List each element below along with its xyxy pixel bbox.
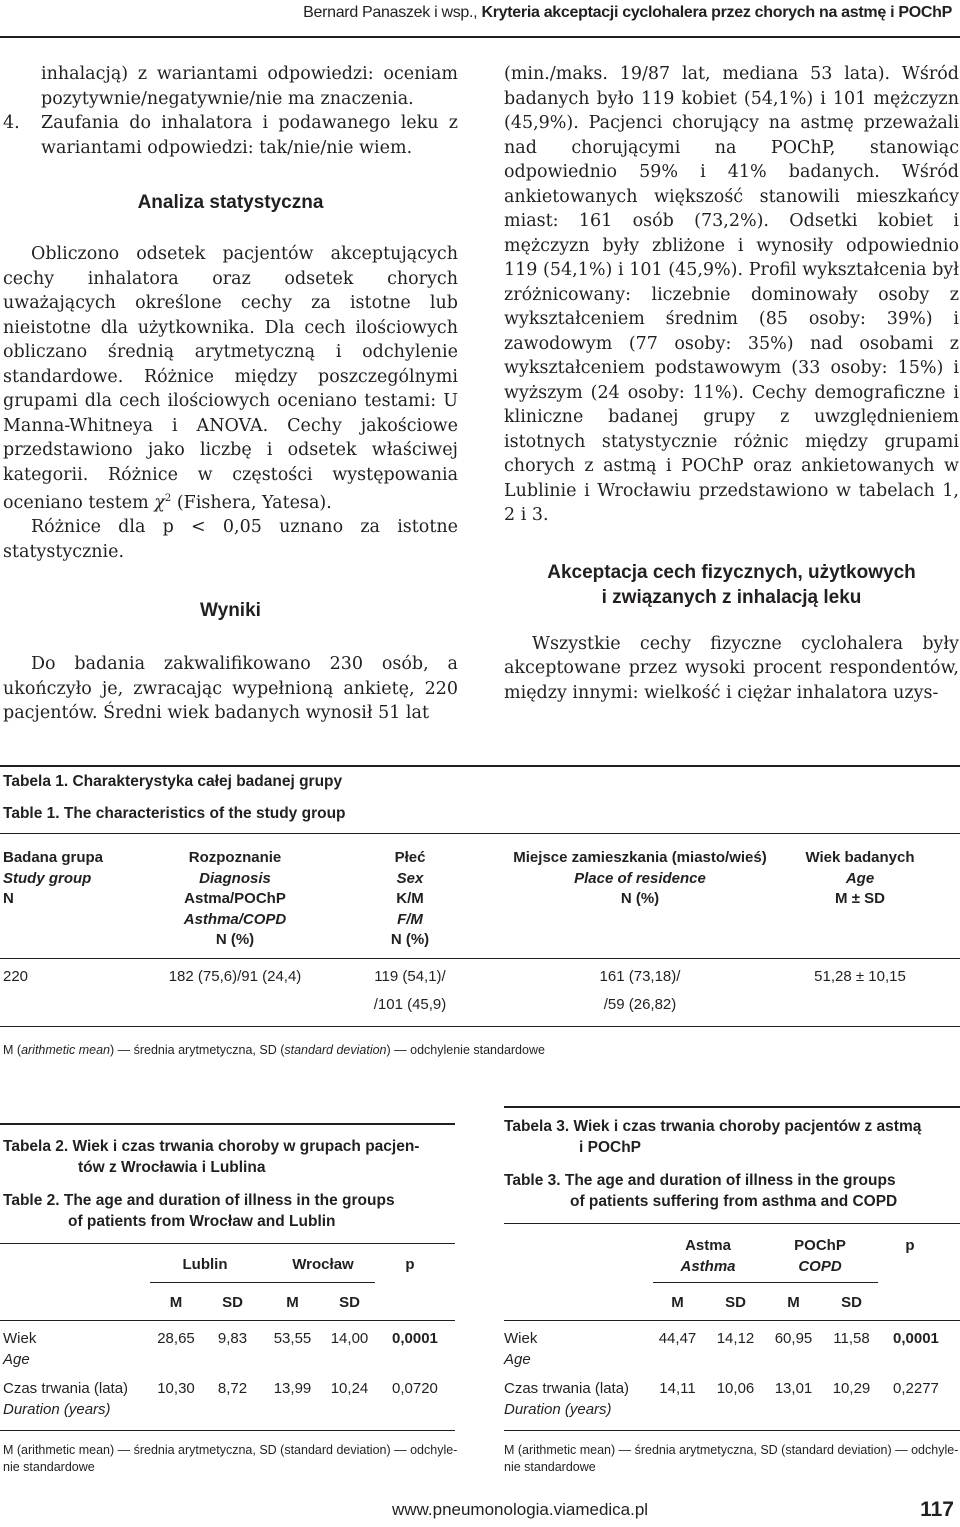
t1-note-m-rest: ) — średnia arytmetyczna, SD ( [110,1043,285,1057]
t2-sub-m1: M [169,1294,183,1311]
t1-cell-sex-1: 119 (54,1)/ [374,968,446,985]
table1-header-rule [0,833,960,834]
t2-dur-m1: 10,30 [157,1380,195,1397]
t2-note-1: M (arithmetic mean) — średnia arytmetyczna, SD (standard deviation) — odchyle- [3,1443,458,1457]
t3-caption-pl-1: Tabela 3. Wiek i czas trwania choroby pacjentów z astmą [504,1118,922,1135]
t3-group-copd [765,1236,875,1277]
t1-col-residence [500,848,780,910]
t1-col-group-en: Study group [3,869,92,887]
t3-dur-sd2: 10,29 [832,1380,871,1397]
table3-caption-en [504,1170,960,1212]
t1-col-residence-en: Place of residence [574,869,706,887]
table2-header-rule [0,1243,455,1244]
header-authors: Bernard Panaszek i wsp., [303,4,478,21]
table1-top-rule [0,765,960,767]
t1-col-diagnosis-unit: N (%) [215,931,255,948]
t3-dur-sd1: 10,06 [716,1380,755,1397]
t1-col-group-n: N [3,890,14,907]
t1-note-m-en: arithmetic mean [21,1043,110,1057]
t2-sub-m2: M [286,1294,299,1311]
t1-col-sex-unit: N (%) [390,931,430,948]
t1-col-residence-unit: N (%) [620,890,660,907]
t2-dur-m2: 13,99 [273,1380,312,1397]
t3-row-age-label [504,1328,537,1370]
t3-group-copd-en: COPD [798,1257,842,1275]
t2-footnote [3,1442,458,1476]
t2-caption-en-1: Table 2. The age and duration of illness in the groups [3,1192,395,1209]
t3-group-p: p [905,1237,915,1254]
t1-col-diagnosis-code-en: Asthma/COPD [183,910,287,928]
list-item-4 [3,111,458,160]
list-continuation: inhalacją) z wariantami odpowiedzi: oceniam pozytywnie/negatywnie/nie ma znaczenia. [41,64,458,109]
t1-col-diagnosis-code: Astma/POChP [184,890,286,907]
t3-dur-m1: 14,11 [659,1380,696,1397]
t1-footnote [3,1042,545,1059]
t2-dur-sd2: 10,24 [330,1380,369,1397]
table2-caption-en [3,1190,458,1232]
t2-row-duration-en: Duration (years) [3,1401,111,1418]
t3-row-duration-en: Duration (years) [504,1401,612,1418]
table3-caption-pl [504,1116,960,1158]
left-column [3,62,458,726]
t1-col-sex-en: Sex [396,869,424,887]
running-header [303,4,952,22]
t1-cell-sex-2: /101 (45,9) [373,996,447,1013]
significance-paragraph: Różnice dla p < 0,05 uznano za istotne statystycznie. [3,517,458,562]
t3-dur-p: 0,2277 [893,1380,939,1397]
page-number: 117 [920,1498,954,1521]
t2-caption-pl-2: tów z Wrocławia i Lublina [78,1159,266,1176]
table1-caption-en: Table 1. The characteristics of the study group [3,805,346,822]
t3-row-age-pl: Wiek [504,1330,538,1347]
t1-cell-diagnosis: 182 (75,6)/91 (24,4) [168,968,302,985]
t1-col-age [780,848,940,910]
t3-caption-en-2: of patients suffering from asthma and COPD [570,1193,898,1210]
header-rule [0,36,960,38]
t1-col-residence-pl: Miejsce zamieszkania (miasto/wieś) [513,849,767,866]
t1-cell-n: 220 [3,968,29,985]
list-number: 4. [3,113,20,133]
t2-caption-en-2: of patients from Wrocław and Lublin [68,1213,336,1230]
t3-dur-m2: 13,01 [774,1380,813,1397]
t2-note-2: nie standardowe [3,1460,95,1474]
footer-url[interactable]: www.pneumonologia.viamedica.pl [392,1500,649,1519]
t3-sub-sd1: SD [725,1294,746,1311]
t1-col-sex-code: K/M [396,890,424,907]
table3-body-rule [504,1320,960,1321]
t1-cell-residence-1: 161 (73,18)/ [599,968,681,985]
t2-age-p: 0,0001 [392,1330,438,1347]
t2-sub-sd2: SD [339,1294,360,1311]
t3-sub-m1: M [671,1294,684,1311]
t2-age-m1: 28,65 [157,1330,195,1347]
t3-age-sd1: 14,12 [716,1330,755,1347]
t2-dur-sd1: 8,72 [217,1380,248,1397]
stats-paragraph [3,242,458,515]
t2-subheader-rule [150,1282,375,1283]
acceptance-paragraph: Wszystkie cechy fizyczne cyclohalera były akceptowane przez wysoki procent respondentów, między innymi: wielkość i ciężar inhalatora uzys- [504,633,959,703]
demographics-paragraph: (min./maks. 19/87 lat, mediana 53 lata). Wśród badanych było 119 kobiet (54,1%) i 101 mężczyzn (45,9%). Pacjenci chorujący na astmę przeważali nad chorującymi na POChP, stanowiąc odpowiednio 59% i 41% badanych. Wśród ankietowanych większość stanowili mieszkańcy miast: 161 osób (73,2%). Odsetki kobiet i mężczyzn były zbliżone i wynosiły odpowiednio 119 (54,1%) i 101 (45,9%). Profil wykształcenia był zróżnicowany: liczebnie dominowały osoby z wykształceniem średnim (85 osoby: 39%) i zawodowym (77 osoby: 35%) nad osobami z wykształceniem podstawowym (33 osoby: 15%) i wyższym (24 osoby: 11%). Cechy demograficzne i kliniczne badanej grupy z uwzględnieniem istotnych statystycznie różnic między grupami chorych z astmą i POChP oraz ankietowanych w Lublinie i Wrocławiu przedstawiono w tabelach 1, 2 i 3. [504,64,959,525]
heading-line-2: i związanych z inhalacją leku [601,586,862,608]
t3-age-p: 0,0001 [893,1330,939,1347]
t3-row-age-en: Age [504,1351,531,1368]
t2-group-wroclaw: Wrocław [292,1256,354,1273]
t3-group-copd-pl: POChP [794,1237,846,1254]
stats-text-end: (Fishera, Yatesa). [176,492,332,513]
section-heading-stats: Analiza statystyczna [137,192,324,213]
table2-caption-pl [3,1136,458,1178]
t2-group-lublin: Lublin [182,1256,228,1273]
t1-col-sex-code-en: F/M [397,910,423,928]
stats-text: Obliczono odsetek pacjentów akceptujących cechy inhalatora oraz odsetek chorych uważających określone cechy za istotne lub nieistotne dla użytkownika. Dla cech ilościowych obliczano średnią arytmetyczną i odchylenie standardowe. Różnice między poszczególnymi grupami dla cech ilościowych oceniano testami: U Manna-Whitneya i ANOVA. Cechy jakościowe przedstawiono jako liczbę i odsetek właściwej kategorii. Różnice w częstości występowania oceniano testem [3,244,458,513]
t3-age-m1: 44,47 [658,1330,697,1347]
t3-caption-en-1: Table 3. The age and duration of illness in the groups [504,1172,896,1189]
t1-cell-age: 51,28 ± 10,15 [814,968,906,985]
t1-col-age-pl: Wiek badanych [805,849,915,866]
t2-row-duration-label [3,1378,128,1420]
t1-col-diagnosis-en: Diagnosis [199,869,271,887]
t2-group-p: p [405,1256,415,1273]
t3-group-asthma-pl: Astma [685,1237,731,1254]
chi-superscript: 2 [164,493,172,504]
table3-header-rule [504,1223,960,1224]
results-paragraph: Do badania zakwalifikowano 230 osób, a ukończyło je, zwracając wypełnioną ankietę, 220 pacjentów. Średni wiek badanych wynosił 51 lat [3,654,458,724]
t3-note-2: nie standardowe [504,1460,596,1474]
t3-row-duration-pl: Czas trwania (lata) [504,1380,630,1397]
t1-note-sd-rest: ) — odchylenie standardowe [386,1043,545,1057]
chi-symbol: χ [154,492,165,513]
t3-sub-sd2: SD [841,1294,862,1311]
t3-sub-m2: M [787,1294,800,1311]
t3-caption-pl-2: i POChP [579,1139,642,1156]
table2-body-rule [0,1320,455,1321]
t1-col-sex [340,848,480,951]
section-heading-results: Wyniki [200,600,261,622]
t2-age-sd1: 9,83 [217,1330,248,1347]
t1-col-age-unit: M ± SD [835,890,885,907]
t2-dur-p: 0,0720 [392,1380,438,1397]
t2-age-m2: 53,55 [273,1330,312,1347]
t2-caption-pl-1: Tabela 2. Wiek i czas trwania choroby w grupach pacjen- [3,1138,420,1155]
t1-col-group-pl: Badana grupa [3,849,104,866]
t3-footnote [504,1442,960,1476]
t2-row-age-label [3,1328,36,1370]
t3-age-m2: 60,95 [774,1330,813,1347]
table1-body-rule [0,958,960,959]
t1-col-sex-pl: Płeć [394,849,426,866]
section-heading-acceptance [504,560,959,610]
table3-bottom-rule [504,1430,960,1431]
t3-group-asthma [653,1236,763,1277]
t3-note-1: M (arithmetic mean) — średnia arytmetyczna, SD (standard deviation) — odchyle- [504,1443,959,1457]
t2-sub-sd1: SD [222,1294,243,1311]
t1-cell-residence-2: /59 (26,82) [603,996,677,1013]
table2-bottom-rule [0,1430,455,1431]
t1-col-diagnosis-pl: Rozpoznanie [188,849,282,866]
table2-top-rule [0,1123,455,1125]
t3-subheader-rule [653,1282,878,1283]
right-column [504,62,959,705]
t3-row-duration-label [504,1378,629,1420]
t2-row-age-pl: Wiek [3,1330,37,1347]
t2-row-age-en: Age [3,1351,30,1368]
t1-col-diagnosis [155,848,315,951]
t3-group-asthma-en: Asthma [680,1257,736,1275]
t2-row-duration-pl: Czas trwania (lata) [3,1380,129,1397]
t1-col-age-en: Age [845,869,875,887]
table1-bottom-rule [0,1026,960,1027]
table3-top-rule [504,1106,960,1108]
table1-caption-pl: Tabela 1. Charakterystyka całej badanej grupy [3,773,343,790]
t3-age-sd2: 11,58 [833,1330,870,1347]
t1-note-m: M ( [3,1043,22,1057]
header-title: Kryteria akceptacji cyclohalera przez chorych na astmę i POChP [481,4,952,21]
t2-age-sd2: 14,00 [330,1330,369,1347]
list-item-text: Zaufania do inhalatora i podawanego leku z wariantami odpowiedzi: tak/nie/nie wiem. [41,113,458,158]
heading-line-1: Akceptacja cech fizycznych, użytkowych [547,561,916,583]
t1-note-sd-en: standard deviation [284,1043,387,1057]
t1-col-group [3,848,143,910]
